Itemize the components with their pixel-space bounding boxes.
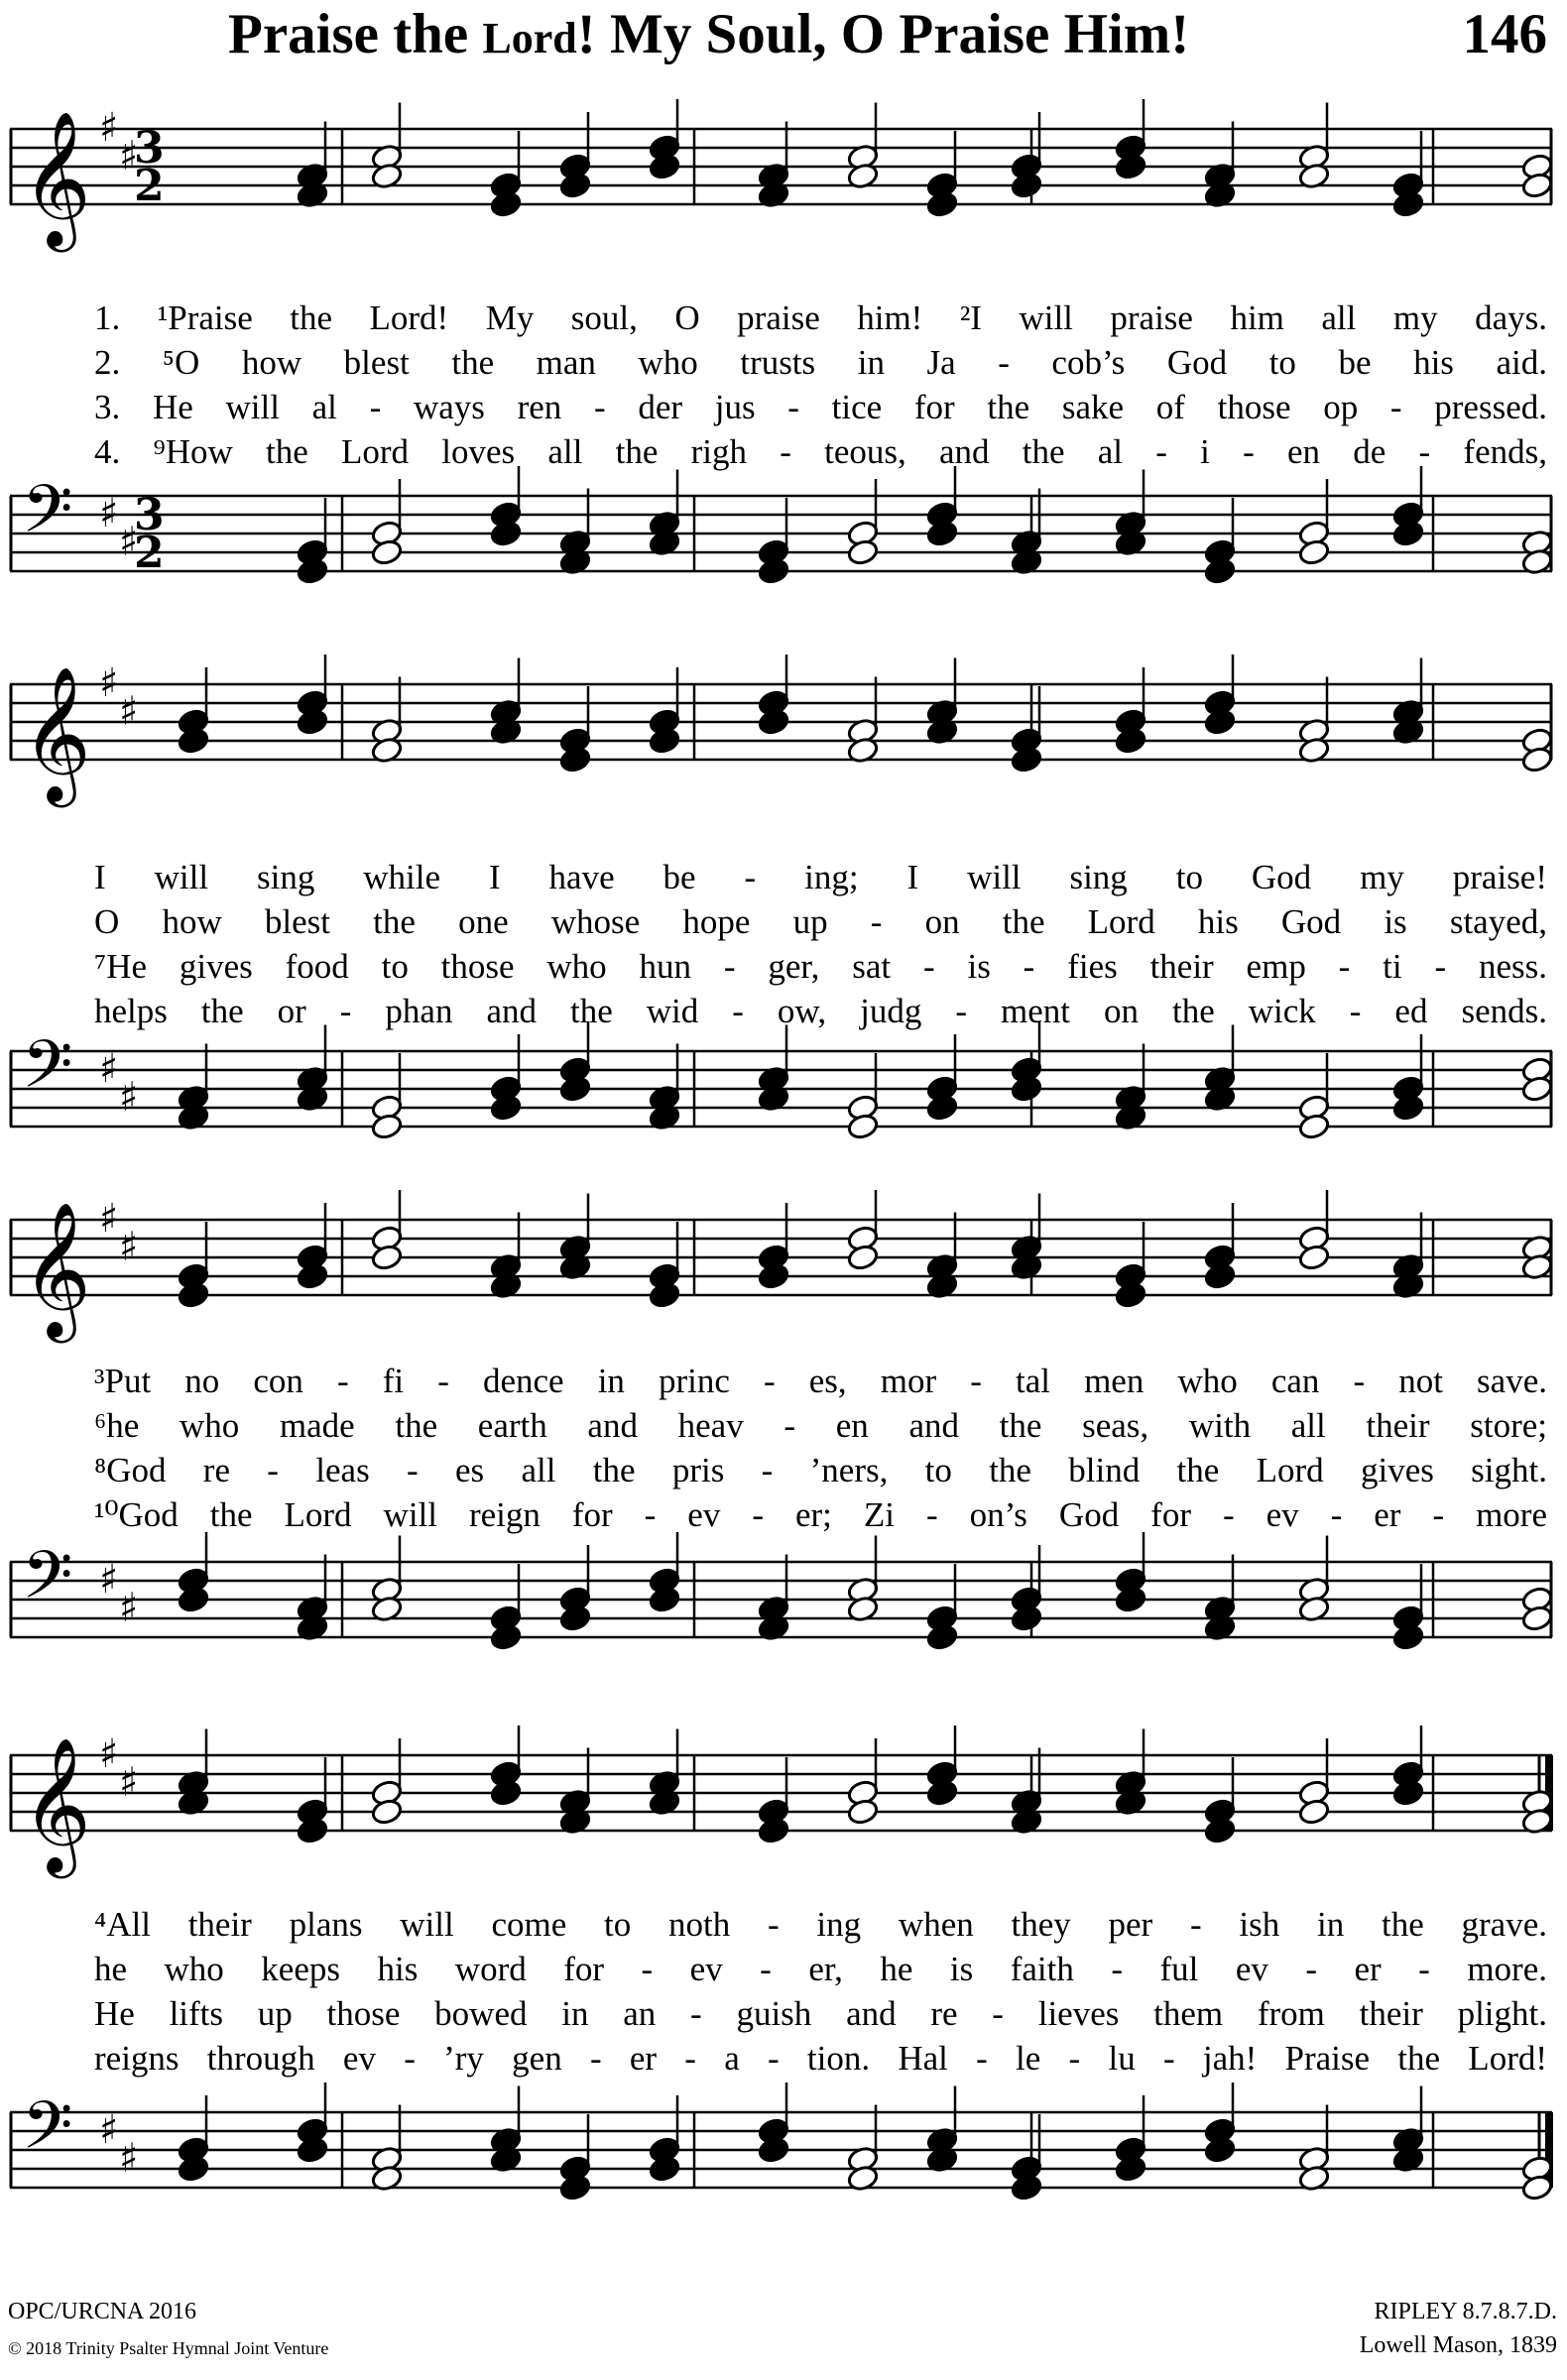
sharp-icon: ♯ [99,1196,119,1242]
sharp-icon: ♯ [99,491,119,536]
lyrics-system-2 [94,855,1547,1033]
bass-staff-1 [0,466,1567,664]
lyrics-system-4 [94,1902,1547,2081]
lyric-line: ³Put no con - fi - dence in princ - es, mor - tal men who can - not save. [94,1362,1547,1400]
treble-clef-icon: 𝄞 [22,664,91,801]
time-signature-bottom: 2 [134,528,165,578]
treble-clef-icon: 𝄞 [22,1735,91,1872]
bass-staff-4 [0,2082,1567,2281]
lyric-line: reigns through ev - ’ry gen - er - a - tion. Hal - le - lu - jah! Praise the Lord! [94,2039,1547,2078]
treble-staff-4 [0,1726,1567,1924]
lyric-line: ⁶he who made the earth and heav - en and the seas, with all their store; [94,1406,1547,1445]
bass-clef-icon: 𝄢 [22,1536,73,1629]
treble-clef-icon: 𝄞 [22,1200,91,1337]
lyric-line: he who keeps his word for - ev - er, he is faith - ful ev - er - more. [94,1950,1547,1988]
lyric-line: 2. ⁵O how blest the man who trusts in Ja - cob’s God to be his aid. [94,343,1547,382]
sharp-icon: ♯ [119,1585,139,1631]
bass-clef-icon: 𝄢 [22,2086,73,2180]
lyric-line: helps the or - phan and the wid - ow, judg - ment on the wick - ed sends. [94,992,1547,1030]
time-signature-bottom: 2 [134,161,165,211]
hymn-number: 146 [1462,3,1547,65]
lyric-line: 3. He will al - ways ren - der jus - tice for the sake of those op - pressed. [94,388,1547,426]
sharp-icon: ♯ [119,519,139,565]
sharp-icon: ♯ [99,1046,119,1092]
hymn-title: Praise the Lord! My Soul, O Praise Him! [228,3,1190,65]
lyric-line: He lifts up those bowed in an - guish and re - lieves them from their plight. [94,1994,1547,2033]
treble-staff-1 [0,99,1567,298]
lyric-line: ⁴All their plans will come to noth - ing when they per - ish in the grave. [94,1905,1547,1944]
time-signature-top: 3 [134,123,165,174]
footer-composer: Lowell Mason, 1839 [1359,2332,1557,2358]
treble-clef-icon: 𝄞 [22,109,91,246]
bass-staff-3 [0,1532,1567,1730]
time-signature-top: 3 [134,490,165,540]
sharp-icon: ♯ [119,1759,139,1806]
sharp-icon: ♯ [119,133,139,179]
sharp-icon: ♯ [99,1731,119,1777]
sharp-icon: ♯ [99,1557,119,1603]
footer-source: OPC/URCNA 2016 [8,2299,197,2324]
sharp-icon: ♯ [99,660,119,706]
lyric-line: ⁷He gives food to those who hun - ger, sat - is - fies their emp - ti - ness. [94,947,1547,986]
footer-copyright: © 2018 Trinity Psalter Hymnal Joint Venture [8,2338,329,2358]
sharp-icon: ♯ [99,2107,119,2153]
bass-clef-icon: 𝄢 [22,470,73,563]
treble-staff-2 [0,654,1567,853]
sharp-icon: ♯ [119,688,139,735]
bass-clef-icon: 𝄢 [22,1025,73,1119]
lyric-line: 4. ⁹How the Lord loves all the righ - teous, and the al - i - en de - fends, [94,432,1547,471]
lyrics-system-1 [94,296,1547,474]
lyric-line: I will sing while I have be - ing; I will sing to God my praise! [94,858,1547,896]
lyrics-system-3 [94,1359,1547,1537]
sharp-icon: ♯ [119,2135,139,2182]
sharp-icon: ♯ [119,1224,139,1270]
footer-tune-name: RIPLEY 8.7.8.7.D. [1374,2299,1557,2324]
sharp-icon: ♯ [99,105,119,151]
lyric-line: O how blest the one whose hope up - on the Lord his God is stayed, [94,902,1547,941]
sharp-icon: ♯ [119,1074,139,1121]
lyric-line: 1. ¹Praise the Lord! My soul, O praise him! ²I will praise him all my days. [94,298,1547,337]
lyric-line: ⁸God re - leas - es all the pris - ’ners, to the blind the Lord gives sight. [94,1451,1547,1489]
lyric-line: ¹⁰God the Lord will reign for - ev - er; Zi - on’s God for - ev - er - more [94,1495,1547,1534]
